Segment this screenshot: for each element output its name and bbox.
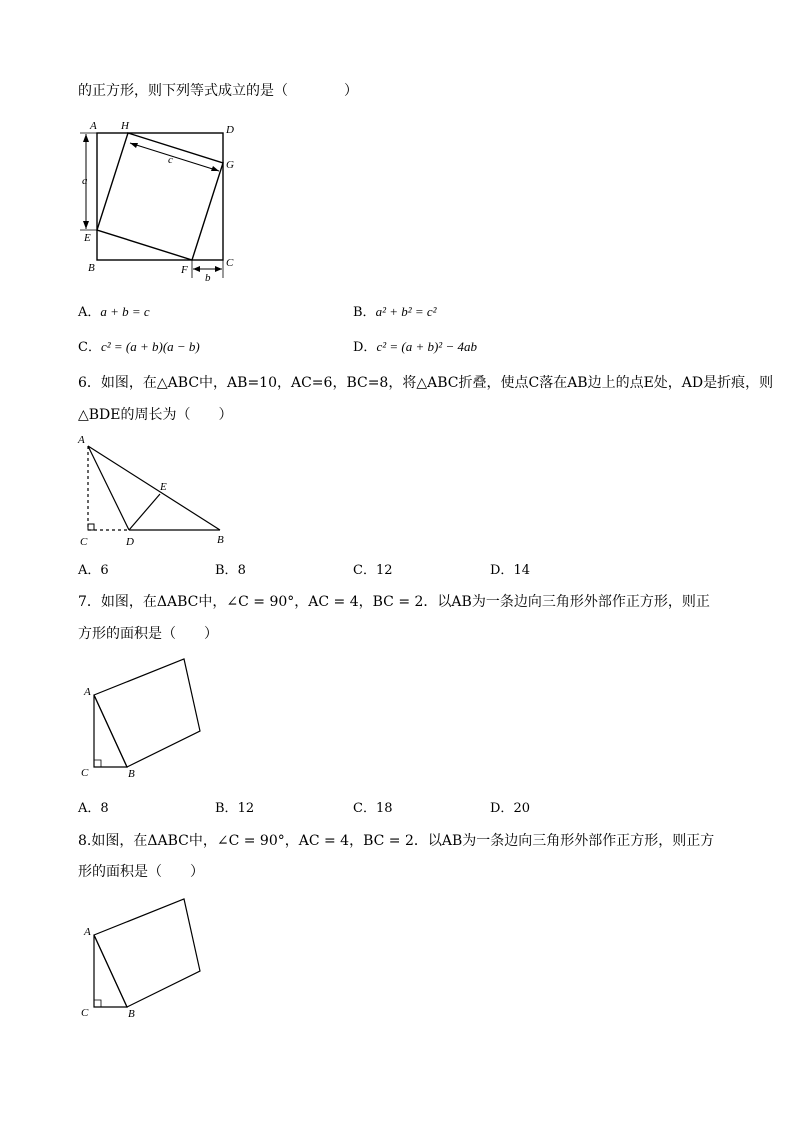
q7-text-line1: 7．如图，在ΔABC中，∠C = 90°，AC = 4，BC = 2．以AB为一条边向三角形外部作正方形，则正 — [78, 594, 710, 610]
label-E: E — [160, 481, 167, 493]
label-E: E — [84, 232, 91, 244]
q8-figure — [74, 895, 210, 1025]
q6-figure — [74, 430, 240, 550]
label-A: A — [78, 434, 85, 446]
q6-choice-a[interactable]: A．6 — [78, 563, 109, 578]
label-D: D — [226, 124, 234, 136]
q8-text-line2: 形的面积是（ ） — [78, 864, 204, 880]
q7-choice-a[interactable]: A．8 — [78, 801, 109, 816]
label-C: C — [80, 536, 88, 548]
q5-choice-a[interactable]: A．a + b = c — [78, 304, 150, 320]
label-B: B — [217, 534, 224, 546]
label-G: G — [226, 159, 234, 171]
label-A: A — [84, 686, 91, 698]
label-H: H — [121, 120, 129, 132]
q6-text-line1: 6．如图，在△ABC中，AB=10，AC=6，BC=8，将△ABC折叠，使点C落在AB边上的点E处，AD是折痕，则 — [78, 375, 774, 391]
q5-text: 的正方形，则下列等式成立的是（ ） — [78, 83, 358, 99]
label-B: B — [128, 1008, 135, 1020]
q5-choice-b[interactable]: B．a² + b² = c² — [353, 304, 437, 320]
label-A: A — [90, 120, 97, 132]
label-F: F — [181, 264, 188, 276]
q8-text-line1: 8.如图，在ΔABC中，∠C = 90°，AC = 4，BC = 2．以AB为一条边向三角形外部作正方形，则正方 — [78, 833, 715, 849]
label-C: C — [81, 1007, 89, 1019]
q6-text-line2: △BDE的周长为（ ） — [78, 407, 233, 423]
q7-choice-c[interactable]: C．18 — [353, 801, 393, 816]
q5-figure — [74, 116, 244, 288]
q5-choice-d[interactable]: D．c² = (a + b)² − 4ab — [353, 339, 477, 355]
q7-choice-d[interactable]: D．20 — [490, 801, 530, 816]
label-A: A — [84, 926, 91, 938]
label-D: D — [126, 536, 134, 548]
q5-choice-c[interactable]: C．c² = (a + b)(a − b) — [78, 339, 200, 355]
label-C: C — [81, 767, 89, 779]
label-B: B — [88, 262, 95, 274]
q7-figure — [74, 655, 210, 785]
label-C: C — [226, 257, 234, 269]
q6-choice-c[interactable]: C．12 — [353, 563, 393, 578]
q7-choice-b[interactable]: B．12 — [215, 801, 255, 816]
q7-text-line2: 方形的面积是（ ） — [78, 626, 218, 642]
label-b: b — [205, 272, 211, 284]
label-B: B — [128, 768, 135, 780]
q6-choice-d[interactable]: D．14 — [490, 563, 530, 578]
label-a: a — [82, 175, 88, 187]
label-c: c — [168, 154, 173, 166]
q6-choice-b[interactable]: B．8 — [215, 563, 246, 578]
